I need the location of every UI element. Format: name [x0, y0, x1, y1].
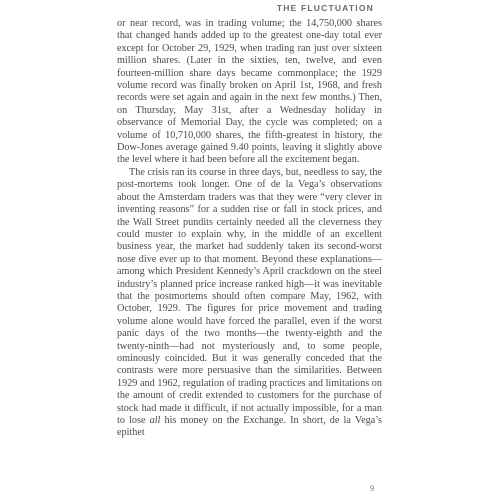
body-text	[117, 18, 382, 440]
paragraph-2	[117, 167, 382, 440]
paragraph-2-tail: his money on the Exchange. In short, de la Vega’s epithet	[117, 415, 382, 439]
running-head: THE FLUCTUATION	[276, 3, 374, 13]
page-number: 9	[370, 484, 374, 493]
paragraph-1: or near record, was in trading volume; the 14,750,000 shares that changed hands added up to the greatest one-day total ever except for October 29, 1929, when trading ran just over sixteen million shares. (Later in the sixties, ten, twelve, and even fourteen-million share days became commonplace; the 1929 volume record was finally broken on April 1st, 1968, and fresh records were set again and again in the next few months.) Then, on Thursday, May 31st, after a Wednesday holiday in observance of Memorial Day, the cycle was completed; on a volume of 10,710,000 shares, the fifth-greatest in history, the Dow-Jones average gained 9.40 points, leaving it slightly above the level where it had been before all the excitement began.	[117, 18, 382, 166]
paragraph-2-text: The crisis ran its course in three days, but, needless to say, the post-mortems took longer. One of de la Vega’s observations about the Amsterdam traders was that they were “very clever in inventing reasons” for a sudden rise or fall in stock prices, and the Wall Street pundits certainly needed all the cleverness they could muster to explain why, in the middle of an excellent business year, the market had suddenly taken its second-worst nose dive ever up to that moment. Beyond these explanations—among which President Kennedy’s April crackdown on the steel industry’s planned price increase ranked high—it was inevitable that the postmortems should often compare May, 1962, with October, 1929. The figures for price movement and trading volume alone would have forced the parallel, even if the worst panic days of the two months—the twenty-eighth and the twenty-ninth—had not mysteriously and, to some people, ominously coincided. But it was generally conceded that the contrasts were more persuasive than the similarities. Between 1929 and 1962, regulation of trading practices and limitations on the amount of credit extended to customers for the purchase of stock had made it difficult, if not actually impossible, for a man to lose	[117, 166, 382, 426]
emphasis-all: all	[149, 415, 161, 426]
